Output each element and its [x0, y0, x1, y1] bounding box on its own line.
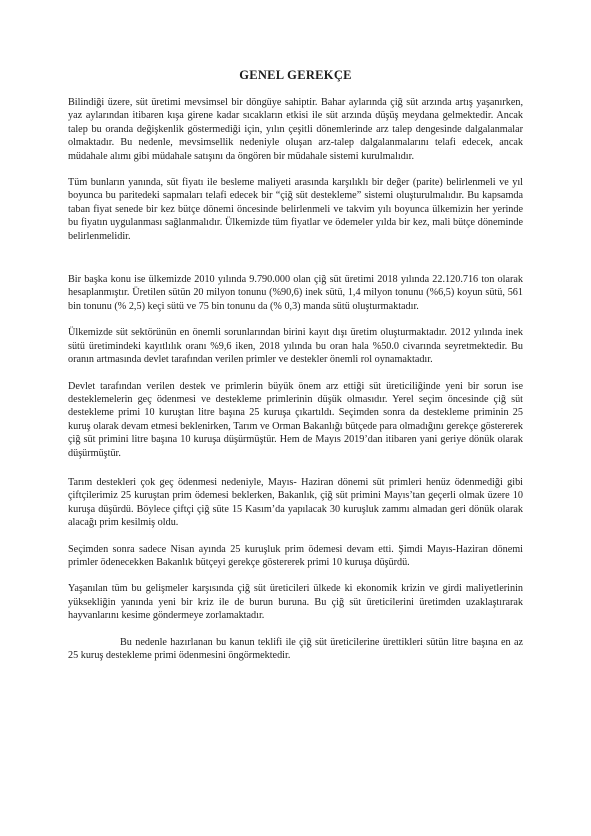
paragraph-informal-production: Ülkemizde süt sektörünün en önemli sorunlarından birini kayıt dışı üretim oluşturmaktadır. 2012 yılında inek sütü üretimindeki kayıtlılık oranı %9,6 iken, 2018 yılında bu oran hala %50.0 civarında seyretmektedir. Bu oranın artmasında devlet tarafından verilen primler ve destekler önemli rol oynamaktadır. — [68, 327, 523, 366]
paragraph-production-stats: Bir başka konu ise ülkemizde 2010 yılında 9.790.000 olan çiğ süt üretimi 2018 yılında 22.120.716 ton olarak hesaplanmıştır. Üretilen sütün 20 milyon tonunu (%90,6) inek sütü, 1,4 milyon tonunu (%6,5) koyun sütü, 561 bin tonunu (% 2,5) keçi sütü ve 75 bin tonunu da (% 0,3) manda sütü oluşturmaktadır. — [68, 274, 523, 312]
document-title: GENEL GEREKÇE — [239, 68, 352, 82]
paragraph-parity: Tüm bunların yanında, süt fiyatı ile besleme maliyeti arasında karşılıklı bir değer (parite) belirlenmeli ve yıl boyunca bu paritedeki sapmaları telafi edecek bir “çiğ süt destekleme” sistemi oluşturulmalıdır. Bu kapsamda taban fiyat senede bir kez bütçe dönemi öncesinde belirlenmeli ve takvim yılı boyunca ülkemizin her yerinde bu fiyatın uygulanması sağlanmalıdır. Ülkemizde tüm fiyatlar ve ödemeler yılda bir kez, mali bütçe döneminde belirlenmelidir. — [68, 177, 523, 242]
paragraph-may-june-premiums: Tarım destekleri çok geç ödenmesi nedeniyle, Mayıs- Haziran dönemi süt primleri henüz ödenmediği gibi çiftçilerimiz 25 kuruştan prim ödemesi beklerken, Bakanlık, çiğ süt primini Mayıs’tan geçerli olmak üzere 10 kuruşa düşürdü. Böylece çiftçi çiğ süte 15 Kasım’da yapılacak 30 kuruşluk zammı almadan geri dönük olarak alacağı prim kesilmiş oldu. — [68, 476, 523, 529]
paragraph-crisis: Yaşanılan tüm bu gelişmeler karşısında çiğ süt üreticileri ülkede ki ekonomik krizin ve girdi maliyetlerinin yüksekliğin yanında yeni bir kriz ile de burun buruna. Bu çiğ süt üreticilerini üretimden uzaklaştırarak hayvanlarını kesime göndermeye zorlamaktadır. — [68, 583, 523, 622]
paragraph-april-premium: Seçimden sonra sadece Nisan ayında 25 kuruşluk prim ödemesi devam etti. Şimdi Mayıs-Haziran dönemi primler ödenecekken Bakanlık bütçeyi gerekçe göstererek primi 10 kuruşa düşürdü. — [68, 543, 523, 568]
paragraph-seasonality: Bilindiği üzere, süt üretimi mevsimsel bir döngüye sahiptir. Bahar aylarında çiğ süt arzında artış yaşanırken, yaz aylarından itibaren kışa girene kadar sıcakların etkisi ile süt arzında düşüş meydana gelmektedir. Ancak talep bu oranda değişkenlik göstermediği için, yılın çeşitli dönemlerinde arz talep dengesinde dalgalanmalar olmaktadır. Bu nedenle, mevsimsellik nedeniyle oluşan arz-talep dalgalanmalarını telafi edecek, ancak müdahale alımı gibi müdahale satışını da öngören bir müdahale sistemi kurulmalıdır. — [68, 97, 523, 162]
paragraph-late-payments: Devlet tarafından verilen destek ve primlerin büyük önem arz ettiği süt üreticiliğinde yeni bir sorun ise desteklemelerin geç ödenmesi ve destekleme primlerinin düşük olmasıdır. Yerel seçim öncesinde çiğ süt destekleme primi 10 kuruştan litre başına 25 kuruşa çıkartıldı. Seçimden sonra da destekleme priminin 25 kuruş olarak devam etmesi beklenirken, Tarım ve Orman Bakanlığı bütçede para olmadığını gerekçe göstererek çiğ süt primini litre başına 10 kuruşa düşürmüştür. Hem de Mayıs 2019’dan itibaren yani geriye dönük olarak düşürmüştür. — [68, 380, 523, 459]
paragraph-proposal: Bu nedenle hazırlanan bu kanun teklifi ile çiğ süt üreticilerine ürettikleri sütün litre başına en az 25 kuruş destekleme primi ödenmesini öngörmektedir. — [68, 636, 523, 661]
